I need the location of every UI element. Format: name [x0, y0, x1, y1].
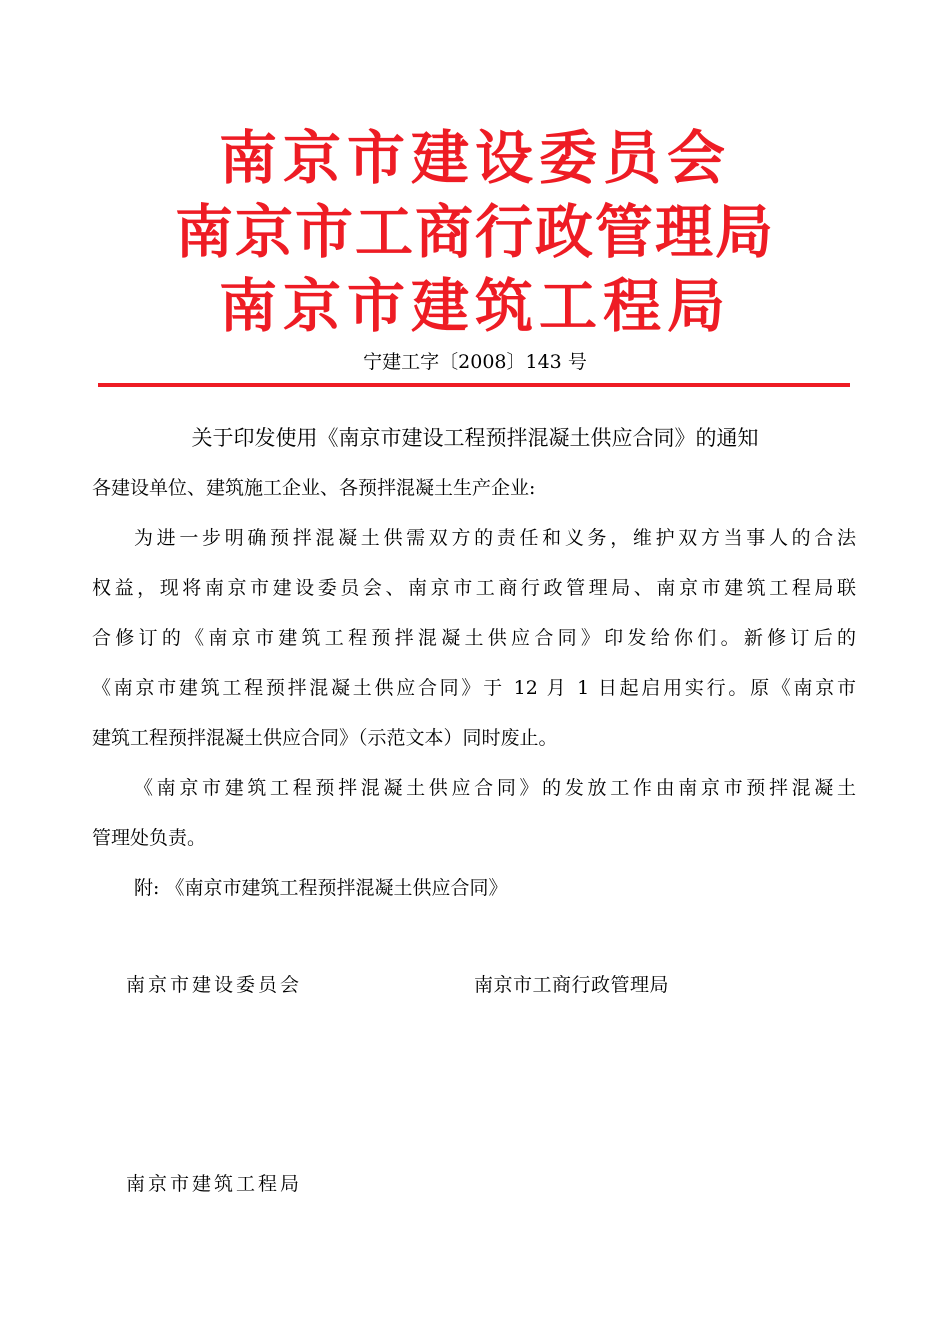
body-line: 为进一步明确预拌混凝土供需双方的责任和义务，维护双方当事人的合法 — [134, 527, 856, 549]
body-line: 权益，现将南京市建设委员会、南京市工商行政管理局、南京市建筑工程局联 — [92, 577, 856, 599]
salutation: 各建设单位、建筑施工企业、各预拌混凝土生产企业: — [92, 477, 536, 499]
signature-construction-committee: 南京市建设委员会 — [126, 974, 303, 996]
attachment-line: 附: 《南京市建筑工程预拌混凝土供应合同》 — [134, 877, 508, 899]
body-line: 《南京市建筑工程预拌混凝土供应合同》于 12 月 1 日起启用实行。原《南京市 — [92, 677, 856, 699]
body-line: 合修订的《南京市建筑工程预拌混凝土供应合同》印发给你们。新修订后的 — [92, 627, 856, 649]
header-divider — [98, 383, 850, 387]
signature-construction-engineering-bureau: 南京市建筑工程局 — [126, 1173, 303, 1195]
body-line: 《南京市建筑工程预拌混凝土供应合同》的发放工作由南京市预拌混凝土 — [134, 777, 856, 799]
document-title: 关于印发使用《南京市建设工程预拌混凝土供应合同》的通知 — [191, 426, 759, 450]
header-org-industry-commerce-bureau: 南京市工商行政管理局 — [174, 198, 775, 266]
body-line: 建筑工程预拌混凝土供应合同》（示范文本）同时废止。 — [92, 727, 558, 749]
document-number: 宁建工字〔2008〕143 号 — [363, 351, 587, 373]
body-line: 管理处负责。 — [92, 827, 207, 849]
header-org-construction-engineering-bureau: 南京市建筑工程局 — [218, 272, 731, 340]
header-org-construction-committee: 南京市建设委员会 — [218, 124, 731, 192]
signature-industry-commerce-bureau: 南京市工商行政管理局 — [474, 974, 670, 996]
